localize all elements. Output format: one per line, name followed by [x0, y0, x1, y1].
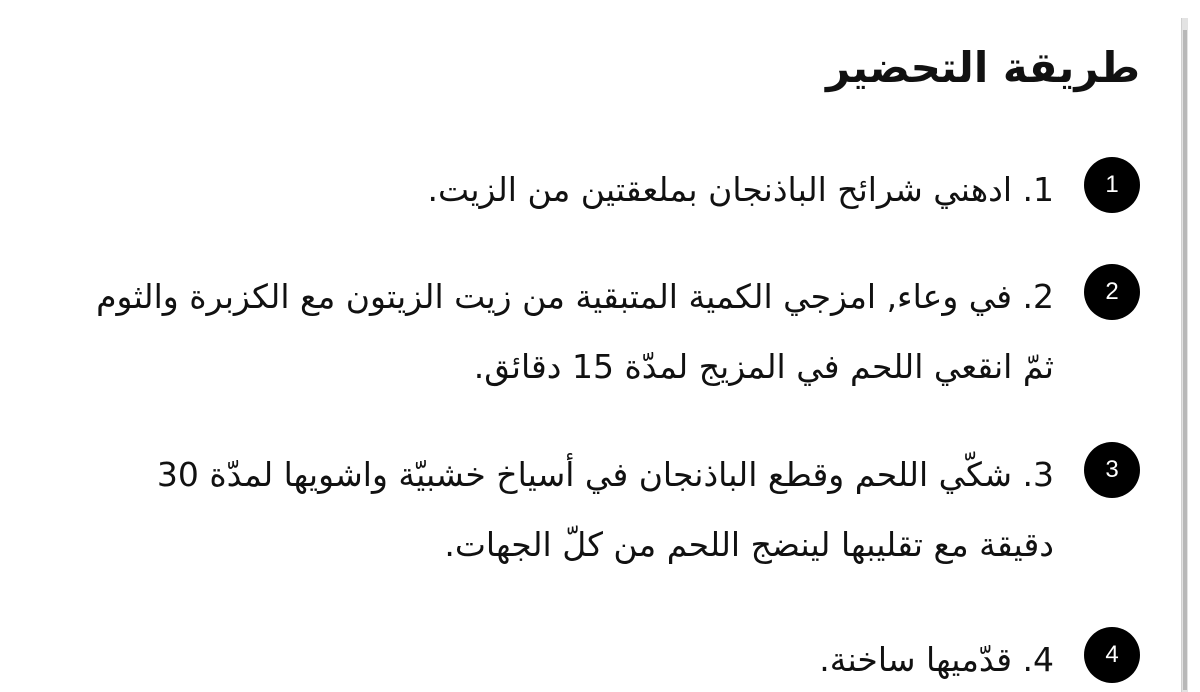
- step-text: 4. قدّميها ساخنة.: [819, 640, 1054, 679]
- step-item: [80, 440, 1140, 600]
- step-number-badge: 4: [1084, 627, 1140, 683]
- step-text: 1. ادهني شرائح الباذنجان بملعقتين من الزيت.: [427, 170, 1054, 209]
- step-text: 2. في وعاء, امزجي الكمية المتبقية من زيت الزيتون مع الكزبرة والثوم ثمّ انقعي اللحم في المزيج لمدّة 15 دقائق.: [96, 277, 1054, 386]
- step-number-badge: 2: [1084, 264, 1140, 320]
- step-number-badge: 1: [1084, 157, 1140, 213]
- step-number-badge: 3: [1084, 442, 1140, 498]
- section-title: طريقة التحضير: [825, 43, 1140, 92]
- scrollbar-thumb[interactable]: [1183, 30, 1187, 690]
- step-text: 3. شكّي اللحم وقطع الباذنجان في أسياخ خشبيّة واشويها لمدّة 30 دقيقة مع تقليبها لينضج اللحم من كلّ الجهات.: [156, 455, 1054, 564]
- step-item: [80, 625, 1140, 692]
- step-item: [80, 262, 1140, 422]
